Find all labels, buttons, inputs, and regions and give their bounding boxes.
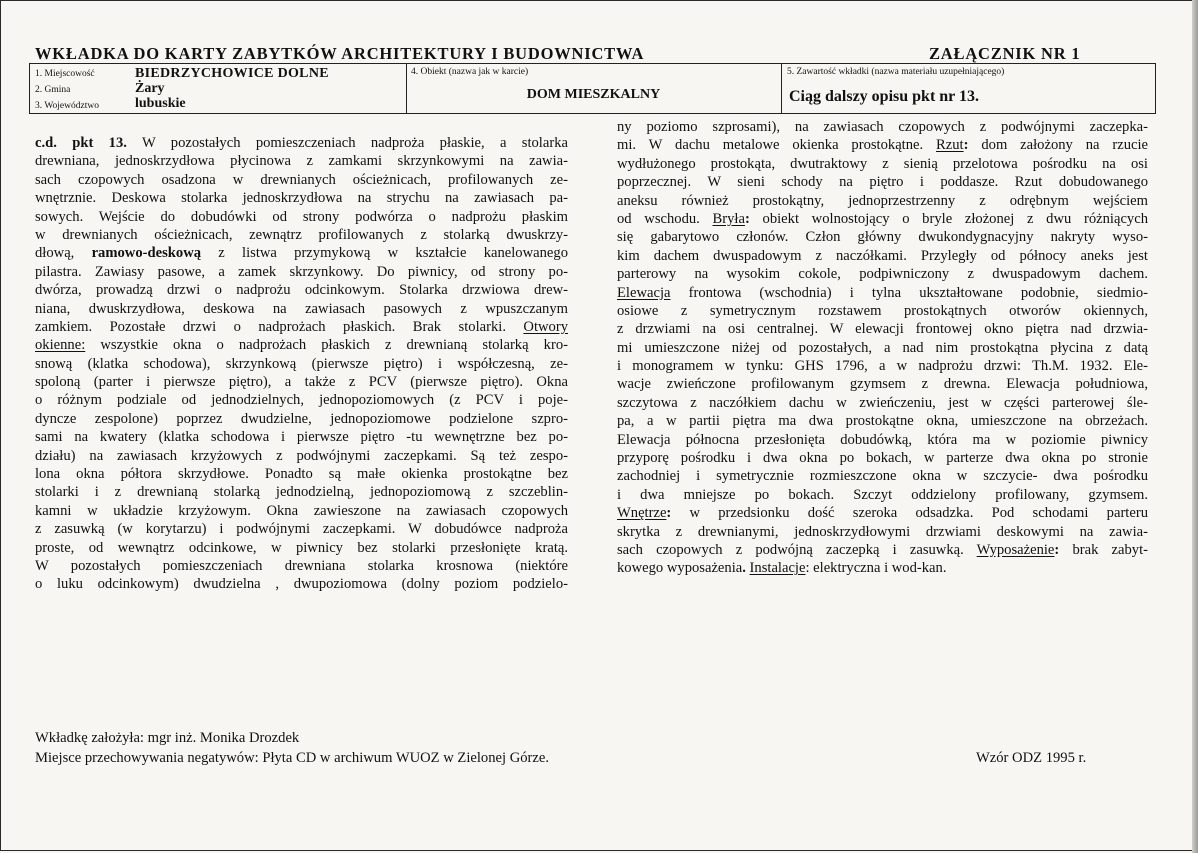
commune-label: 2. Gmina <box>35 85 71 95</box>
text-line: c.d. pkt 13. W pozostałych pomieszczeniach nadproża płaskie, a stolarka <box>35 135 568 151</box>
object-label: 4. Obiekt (nazwa jak w karcie) <box>411 67 529 77</box>
locality-label: 1. Miejscowość <box>35 69 95 79</box>
text-line: przyporę pośrodku i dwa okna po bokach, w parterze dwa okna po stronie <box>617 450 1148 467</box>
text-line: drewniana, jednoskrzydłowa płycinowa z zamkami skrzynkowymi na zawia- <box>35 153 568 170</box>
locality-value: BIEDRZYCHOWICE DOLNE <box>135 66 329 81</box>
text-line: zachodniej i symetrycznie rozmieszczone okna w szczycie- dwa pośrodku <box>617 468 1148 485</box>
text-line: i monogramem w tynku: GHS 1796, a w nadprożu drzwi: Th.M. 1932. Ele- <box>617 358 1148 375</box>
text-line: o różnym podziale od jednodzielnych, jednopoziomowych (z PCV i poje- <box>35 392 568 409</box>
text-line: się gabarytowo członów. Człon główny dwukondygnacyjny nakryty wyso- <box>617 229 1148 246</box>
identification-table <box>29 63 1156 114</box>
content-label: 5. Zawartość wkładki (nazwa materiału uzupełniającego) <box>787 67 1005 77</box>
text-line: skrytka z drewnianymi, jednoskrzydłowymi drzwiami deskowymi na zawia- <box>617 523 1148 540</box>
text-line: spoloną (parter i pierwsze piętro), a także z PCV (pierwsze piętro). Okna <box>35 374 568 391</box>
text-line: poprzecznej. W sieni schody na piętro i poddasze. Rzut dobudowanego <box>617 174 1148 191</box>
description-left-column <box>35 134 568 594</box>
voivodeship-label: 3. Województwo <box>35 101 99 111</box>
text-line: lona okna półtora skrzydłowe. Ponadto są małe okienka prostokątne bez <box>35 466 568 483</box>
text-line: aneksu również prostokątny, jednoprzestrzenny z odrębnym wejściem <box>617 192 1148 209</box>
document-title: WKŁADKA DO KARTY ZABYTKÓW ARCHITEKTURY I BUDOWNICTWA <box>35 44 645 63</box>
text-line: kamni w układzie krzyżowym. Okna zawieszone na zawiasach czopowych <box>35 502 568 519</box>
section-marker: c.d. pkt 13. <box>35 135 127 151</box>
annex-label: ZAŁĄCZNIK NR 1 <box>929 44 1081 63</box>
text-line: kim dachem dwuspadowym z naczółkami. Przyległy od północy aneks jest <box>617 247 1148 264</box>
text-line: o luku odcinkowym) dwudzielna , dwupoziomowa (dolny poziom podzielo- <box>35 576 568 593</box>
text-line: osiowe z symetrycznym rozstawem prostokątnych otworów okiennych, <box>617 302 1148 319</box>
text-line: dłową, ramowo-deskową z listwa przymykową w kształcie kanelowanego <box>35 245 568 262</box>
text-line: stolarki i z drewnianą stolarką jednodzielną, jednopoziomową z szczeblin- <box>35 484 568 501</box>
text-line: i dwa mniejsze po bokach. Szczyt oddzielony profilowany, gzymsem. <box>617 486 1148 503</box>
template-version: Wzór ODZ 1995 r. <box>976 750 1087 766</box>
text-line: sami na kwatery (klatka schodowa i pierwsze piętro -tu wewnętrzne bez po- <box>35 429 568 446</box>
object-value: DOM MIESZKALNY <box>526 87 661 102</box>
text-line: mi. W dachu metalowe okienka prostokątne. Rzut: dom założony na rzucie <box>617 137 1148 154</box>
text-line: niana, dwuskrzydłowa, deskowa na zawiasach pasowych z wpuszczanym <box>35 300 568 317</box>
text-line: zamkiem. Pozostałe drzwi o nadprożach płaskich. Brak stolarki. Otwory <box>35 318 568 335</box>
text-line: Elewacja frontowa (wschodnia) i tylna ukształtowane podobnie, siedmio- <box>617 284 1148 301</box>
commune-value: Żary <box>135 81 165 96</box>
text-line: działu) na zawiasach krzyżowych z podwójnymi zaczepkami. Są też zespo- <box>35 447 568 464</box>
text-line: parterowy na wysokim cokole, podpiwniczony z dwuspadowym dachem. <box>617 266 1148 283</box>
content-value: Ciąg dalszy opisu pkt nr 13. <box>789 88 979 105</box>
text-line: z drzwiami na osi centralnej. W elewacji frontowej okno piętra nad drzwia- <box>617 321 1148 338</box>
text-line: wnętrznie. Deskowa stolarka jednoskrzydłowa na strychu na zawiasach pa- <box>35 190 568 207</box>
text-line: od wschodu. Bryła: obiekt wolnostojący o bryle złożonej z dwu różniących <box>617 210 1148 227</box>
description-right-column <box>617 118 1148 578</box>
text-line: sowych. Wejście do dobudówki od strony podwórza o nadprożu płaskim <box>35 208 568 225</box>
text-line: szczytowa z naczółkiem dachu w zwieńczeniu, jest w części parterowej śle- <box>617 394 1148 411</box>
author-line: Wkładkę założyła: mgr inż. Monika Drozdek <box>35 730 300 746</box>
text-line: W pozostałych pomieszczeniach drewniana stolarka krosnowa (niektóre <box>35 557 568 574</box>
text-line: dyncze zespolone) poprzez dwudzielne, jednopoziomowe podzielone szpro- <box>35 410 568 427</box>
voivodeship-value: lubuskie <box>135 96 186 111</box>
text-line: ny poziomo szprosami), na zawiasach czopowych z podwójnymi zaczepka- <box>617 119 1148 135</box>
negatives-location-line: Miejsce przechowywania negatywów: Płyta CD w archiwum WUOZ w Zielonej Górze. <box>35 750 550 766</box>
text-line: Wnętrze: w przedsionku dość szeroka odsadzka. Pod schodami parteru <box>617 505 1148 522</box>
text-line: kowego wyposażenia. Instalacje: elektryczna i wod-kan. <box>617 560 947 577</box>
text-line: dwórza, prowadzą drzwi o nadprożu odcinkowym. Stolarka drzwiowa drew- <box>35 282 568 299</box>
text-line: pa, a w partii piętra ma dwa prostokątne okna, umieszczone na obrzeżach. <box>617 413 1148 430</box>
table-divider-2 <box>781 64 782 113</box>
text-line: Elewacja północna przesłonięta dobudówką, która ma w poziomie piwnicy <box>617 431 1148 448</box>
text-line: snową (klatka schodowa), skrzynkową (pierwsze piętro) i współczesną, ze- <box>35 355 568 372</box>
scan-edge <box>1192 0 1198 853</box>
text-line: sach czopowych z podwójną zaczepką i zasuwką. Wyposażenie: brak zabyt- <box>617 541 1148 558</box>
text-line: wydłużonego prostokąta, dwutraktowy z sienią przelotowa pośrodku na osi <box>617 155 1148 172</box>
text-line: wacje zwieńczone profilowanym gzymsem z drewna. Elewacja południowa, <box>617 376 1148 393</box>
text-line: okienne: wszystkie okna o nadprożach płaskich z drewnianą stolarką kro- <box>35 337 568 354</box>
text-line: proste, od wewnątrz odcinkowe, w piwnicy bez stolarki przesłonięte kratą. <box>35 539 568 556</box>
text-line: sach czopowych osadzona w drewnianych ościeżnicach, profilowanych ze- <box>35 171 568 188</box>
text-line: z zasuwką (w korytarzu) i podwójnymi zaczepkami. W dobudówce nadproża <box>35 521 568 538</box>
text-line: w drewnianych ościeżnicach, zewnątrz profilowanych z stolarką dwuskrzy- <box>35 226 568 243</box>
text-line: mi umieszczone niżej od pozostałych, a nad nim prostokątna płycina z datą <box>617 339 1148 356</box>
text-line: pilastra. Zawiasy pasowe, a zamek skrzynkowy. Do piwnicy, od strony po- <box>35 263 568 280</box>
